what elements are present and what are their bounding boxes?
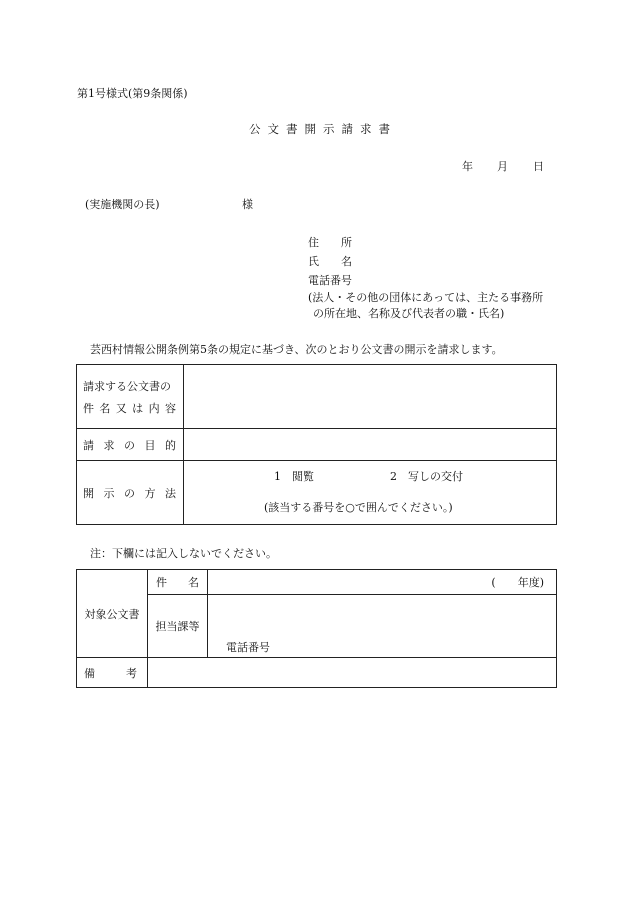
date-day: 日 (533, 160, 544, 173)
target-docs-label: 対象公文書 (84, 607, 140, 621)
remarks-label: 備 考 (84, 666, 137, 680)
method-label: 開 示 の 方 法 (83, 486, 176, 500)
method-row (77, 461, 557, 525)
purpose-input-cell[interactable] (184, 429, 557, 461)
corporate-note-line1: (法人・その他の団体にあっては、主たる事務所 (308, 291, 544, 304)
intro-text: 芸西村情報公開条例第5条の規定に基づき、次のとおり公文書の開示を請求します。 (90, 343, 503, 356)
subject-label-line1: 請求する公文書の (83, 379, 171, 393)
method-option-copy[interactable]: 2 写しの交付 (390, 470, 463, 483)
remarks-value-cell (148, 658, 557, 688)
subject-input-cell[interactable] (184, 365, 557, 429)
subject-row (77, 365, 557, 429)
purpose-label: 請 求 の 目 的 (83, 438, 176, 452)
method-note: (該当する番号を○で囲んでください。) (264, 501, 453, 514)
fiscal-year: ( 年度) (491, 576, 544, 589)
subject-label-line2: 件 名 又 は 内 容 (83, 401, 176, 415)
subject-label-cell (77, 365, 184, 429)
office-table (76, 569, 557, 688)
office-phone-label: 電話番号 (226, 641, 270, 654)
address-label: 住 所 (308, 236, 352, 249)
department-value-cell (208, 595, 557, 658)
name-label: 氏 名 (308, 255, 352, 268)
corporate-note-line2: の所在地、名称及び代表者の職・氏名) (313, 307, 505, 320)
remarks-label-cell (77, 658, 148, 688)
remarks-row (77, 658, 557, 688)
purpose-row (77, 429, 557, 461)
office-use-note: 注：下欄には記入しないでください。 (90, 547, 277, 560)
phone-label: 電話番号 (308, 274, 352, 287)
request-table (76, 364, 557, 525)
method-cell (184, 461, 557, 525)
date-month: 月 (497, 160, 508, 173)
department-label: 担当課等 (155, 620, 200, 633)
office-subject-row (77, 570, 557, 595)
department-row (77, 595, 557, 658)
target-docs-cell (77, 570, 148, 658)
department-label-cell (148, 595, 208, 658)
page-title: 公文書開示請求書 (249, 122, 397, 136)
form-number: 第1号様式(第9条関係) (77, 87, 188, 100)
office-subject-label-cell (148, 570, 208, 595)
office-subject-value-cell (208, 570, 557, 595)
method-option-view[interactable]: 1 閲覧 (274, 470, 314, 483)
agency-head: (実施機関の長) (85, 198, 160, 211)
honorific: 様 (242, 198, 253, 211)
date-year: 年 (462, 160, 473, 173)
office-subject-label: 件 名 (156, 576, 199, 589)
